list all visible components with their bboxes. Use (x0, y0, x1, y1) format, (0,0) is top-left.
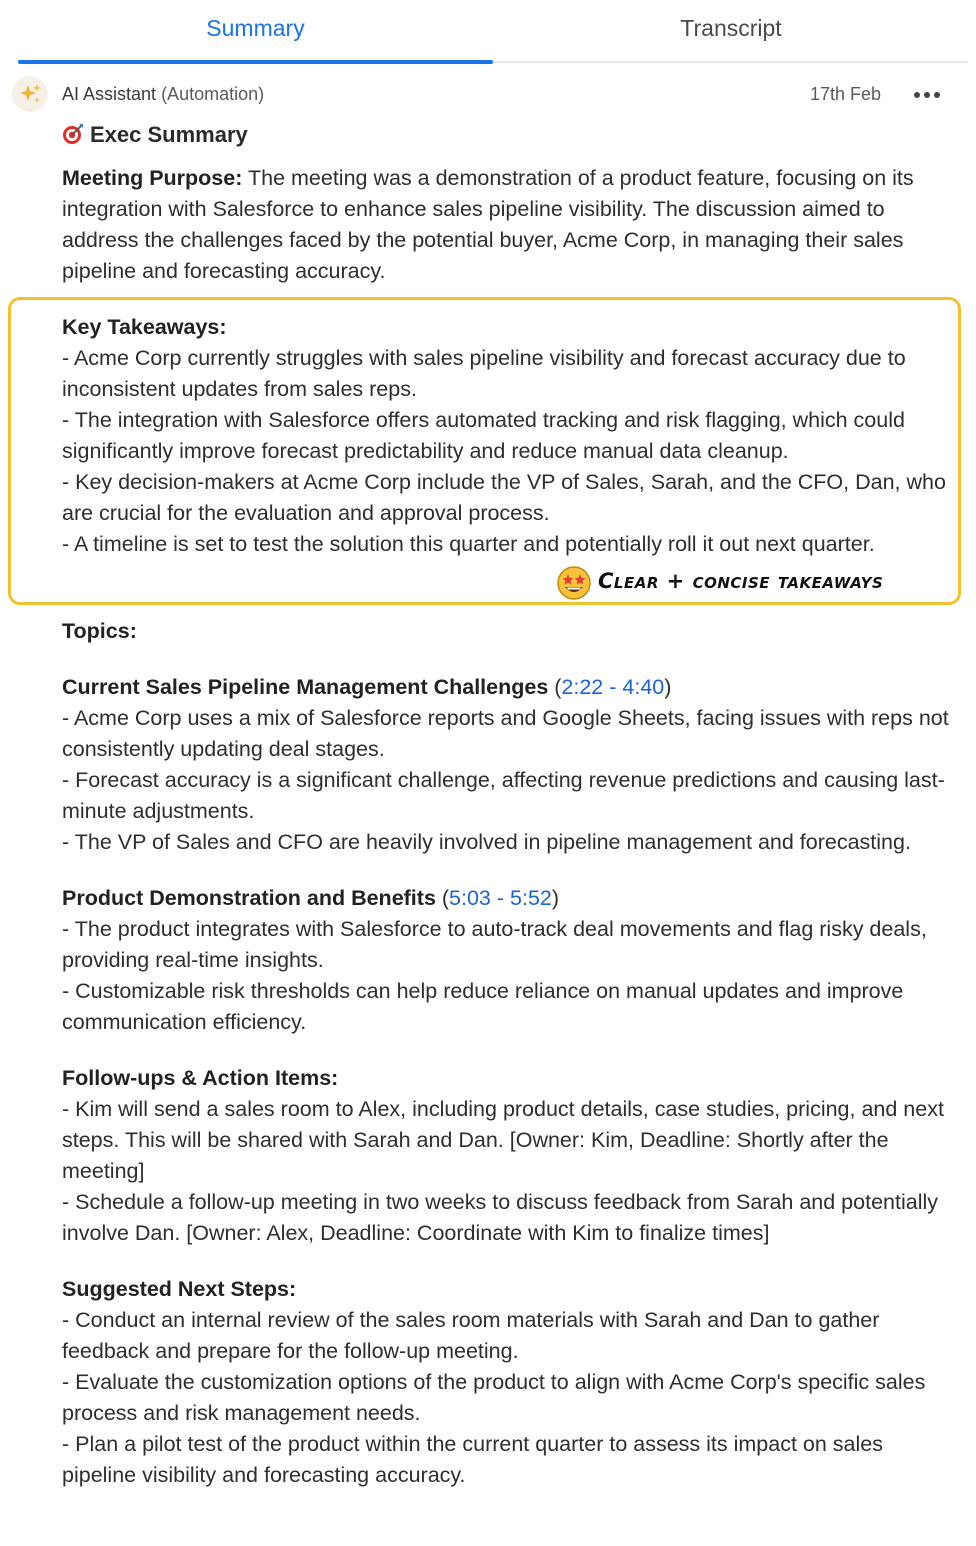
topic-title: Current Sales Pipeline Management Challenges (62, 675, 549, 699)
tab-transcript[interactable]: Transcript (680, 15, 782, 41)
list-item: - Schedule a follow-up meeting in two weeks to discuss feedback from Sarah and potentially involve Dan. [Owner: Alex, Deadline: Coordinate with Kim to finalize times] (62, 1190, 938, 1245)
star-struck-emoji-icon (556, 565, 592, 606)
timestamp-link[interactable]: 5:03 - 5:52 (449, 886, 552, 910)
post-header (12, 76, 962, 112)
target-icon (62, 123, 84, 153)
key-takeaways (62, 312, 962, 560)
exec-summary-title (62, 120, 248, 153)
tab-bar (0, 0, 976, 64)
timestamp-link[interactable]: 2:22 - 4:40 (561, 675, 665, 699)
list-item: - A timeline is set to test the solution this quarter and potentially roll it out next quarter. (62, 532, 875, 556)
topics: Topics: Current Sales Pipeline Management Challenges (2:22 - 4:40) - Acme Corp uses a mix of Salesforce reports and Google Sheets, facing issues with reps not consistently updating deal stages. - Forecast accuracy is a significant challenge, affecting revenue predictions and causing last-minute adjustments. - The VP of Sales and CFO are heavily involved in pipeline management and forecasting. Product Demonstration and Benefits (5:03 - 5:52) - The product integrates with Salesforce to auto-track deal movements and flag risky deals, providing real-time insights. - Customizable risk thresholds can help reduce reliance on manual updates and improve communication efficiency. Follow-ups & Action Items: - Kim will send a sales room to Alex, including product details, case studies, pricing, and next steps. This will be shared with Sarah and Dan. [Owner: Kim, Deadline: Shortly after the meeting] - Schedule a follow-up meeting in two weeks to discuss feedback from Sarah and potentially involve Dan. [Owner: Alex, Deadline: Coordinate with Kim to finalize times] Suggested Next Steps: - Conduct an internal review of the sales room materials with Sarah and Dan to gather feedback and prepare for the follow-up meeting. - Evaluate the customization options of the product to align with Acme Corp's specific sales process and risk management needs. - Plan a pilot test of the product within the current quarter to assess its impact on sales pipeline visibility and forecasting accuracy. (62, 616, 962, 1491)
meeting-purpose (62, 163, 962, 287)
follow-ups-label: Follow-ups & Action Items: (62, 1066, 339, 1090)
spacer (62, 647, 962, 672)
list-item: - Conduct an internal review of the sales room materials with Sarah and Dan to gather feedback and prepare for the follow-up meeting. (62, 1308, 880, 1363)
spacer (62, 858, 962, 883)
key-takeaways-label: Key Takeaways: (62, 315, 227, 339)
list-item: - Acme Corp uses a mix of Salesforce reports and Google Sheets, facing issues with reps not consistently updating deal stages. (62, 706, 949, 761)
list-item: - Forecast accuracy is a significant challenge, affecting revenue predictions and causing last-minute adjustments. (62, 768, 945, 823)
topics-label: Topics: (62, 619, 137, 643)
spacer (62, 1249, 962, 1274)
author-name: AI Assistant (62, 84, 157, 104)
list-item: - The integration with Salesforce offers automated tracking and risk flagging, which could significantly improve forecast predictability and reduce manual data cleanup. (62, 408, 905, 463)
more-options-button[interactable] (910, 82, 944, 106)
tab-summary[interactable]: Summary (206, 15, 305, 41)
list-item: - The product integrates with Salesforce to auto-track deal movements and flag risky deals, providing real-time insights. (62, 917, 927, 972)
list-item: - Key decision-makers at Acme Corp include the VP of Sales, Sarah, and the CFO, Dan, who are crucial for the evaluation and approval process. (62, 470, 946, 525)
spacer (62, 1038, 962, 1063)
list-item: - The VP of Sales and CFO are heavily involved in pipeline management and forecasting. (62, 830, 911, 854)
list-item: - Customizable risk thresholds can help reduce reliance on manual updates and improve communication efficiency. (62, 979, 904, 1034)
author-role: (Automation) (161, 84, 265, 104)
list-item: - Acme Corp currently struggles with sales pipeline visibility and forecast accuracy due to inconsistent updates from sales reps. (62, 346, 906, 401)
list-item: - Kim will send a sales room to Alex, including product details, case studies, pricing, and next steps. This will be shared with Sarah and Dan. [Owner: Kim, Deadline: Shortly after the meeting] (62, 1097, 944, 1183)
meeting-purpose-text: The meeting was a demonstration of a product feature, focusing on its integration with Salesforce to enhance sales pipeline visibility. The discussion aimed to address the challenges faced by the potential buyer, Acme Corp, in managing their sales pipeline and forecasting accuracy. (62, 166, 914, 283)
meeting-purpose-label: Meeting Purpose: (62, 166, 243, 190)
ai-assistant-avatar (12, 76, 48, 112)
post-date: 17th Feb (810, 84, 882, 104)
list-item: - Plan a pilot test of the product within the current quarter to assess its impact on sales pipeline visibility and forecasting accuracy. (62, 1432, 883, 1487)
topic-title: Product Demonstration and Benefits (62, 886, 436, 910)
callout-text: Clear + concise takeaways (598, 569, 884, 593)
active-tab-indicator (18, 60, 493, 64)
next-steps-label: Suggested Next Steps: (62, 1277, 297, 1301)
list-item: - Evaluate the customization options of the product to align with Acme Corp's specific sales process and risk management needs. (62, 1370, 926, 1425)
sparkle-icon (16, 80, 44, 108)
exec-summary-label: Exec Summary (90, 122, 248, 147)
author (62, 82, 264, 106)
